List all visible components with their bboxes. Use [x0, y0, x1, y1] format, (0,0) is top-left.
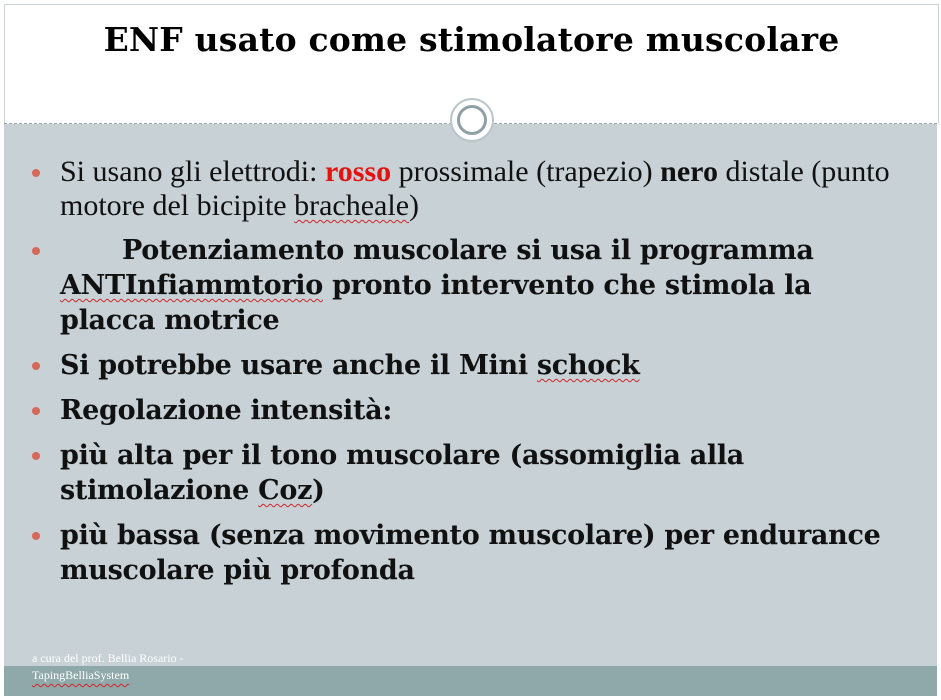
bullet-dot-icon [32, 247, 40, 255]
circle-ornament-icon [450, 98, 494, 142]
bullet-text: più alta per il tono muscolare (assomiglia alla stimolazione [60, 440, 744, 506]
bullet-dot-icon [32, 362, 40, 370]
bullet-text: ) [312, 475, 325, 506]
bullet-text: ) [409, 189, 420, 222]
bullet-dot-icon [32, 532, 40, 540]
bullet-item [30, 348, 910, 383]
bullet-text: distale (punto motore del bicipite [60, 155, 890, 222]
bullet-text: prossimale (trapezio) [391, 155, 661, 188]
bullet-dot-icon [32, 407, 40, 415]
bullet-text: Si usano gli elettrodi: [60, 155, 325, 188]
footer-credit-line: a cura del prof. Bellia Rosario - [32, 651, 184, 665]
bullet-text: Coz [258, 475, 313, 506]
footer-credit [32, 650, 292, 684]
bullet-text: Regolazione intensità: [60, 395, 393, 426]
bullet-text: Si potrebbe usare anche il Mini [60, 350, 537, 381]
circle-ornament-inner [457, 105, 487, 135]
bullet-text: ANTInfiammtorio [60, 270, 323, 301]
bullet-item [30, 393, 910, 428]
bullet-item [30, 155, 910, 223]
bullet-text: Potenziamento muscolare si usa il programma [122, 235, 814, 266]
bullet-dot-icon [32, 169, 40, 177]
bullet-text: più bassa (senza movimento muscolare) per endurance muscolare più profonda [60, 520, 881, 586]
footer-credit-line: TapingBelliaSystem [32, 668, 130, 682]
black-electrode-word: nero [660, 155, 718, 188]
bullet-text: bracheale [294, 189, 410, 222]
bullet-list [30, 155, 910, 598]
slide-title: ENF usato come stimolatore muscolare [103, 20, 840, 59]
bullet-item [30, 518, 910, 588]
bullet-dot-icon [32, 452, 40, 460]
bullet-text: pronto intervento che stimola la placca motrice [60, 270, 812, 336]
bullet-text: schock [536, 350, 640, 381]
red-electrode-word: rosso [324, 155, 392, 188]
bullet-item [30, 438, 910, 508]
bullet-item [30, 233, 910, 338]
